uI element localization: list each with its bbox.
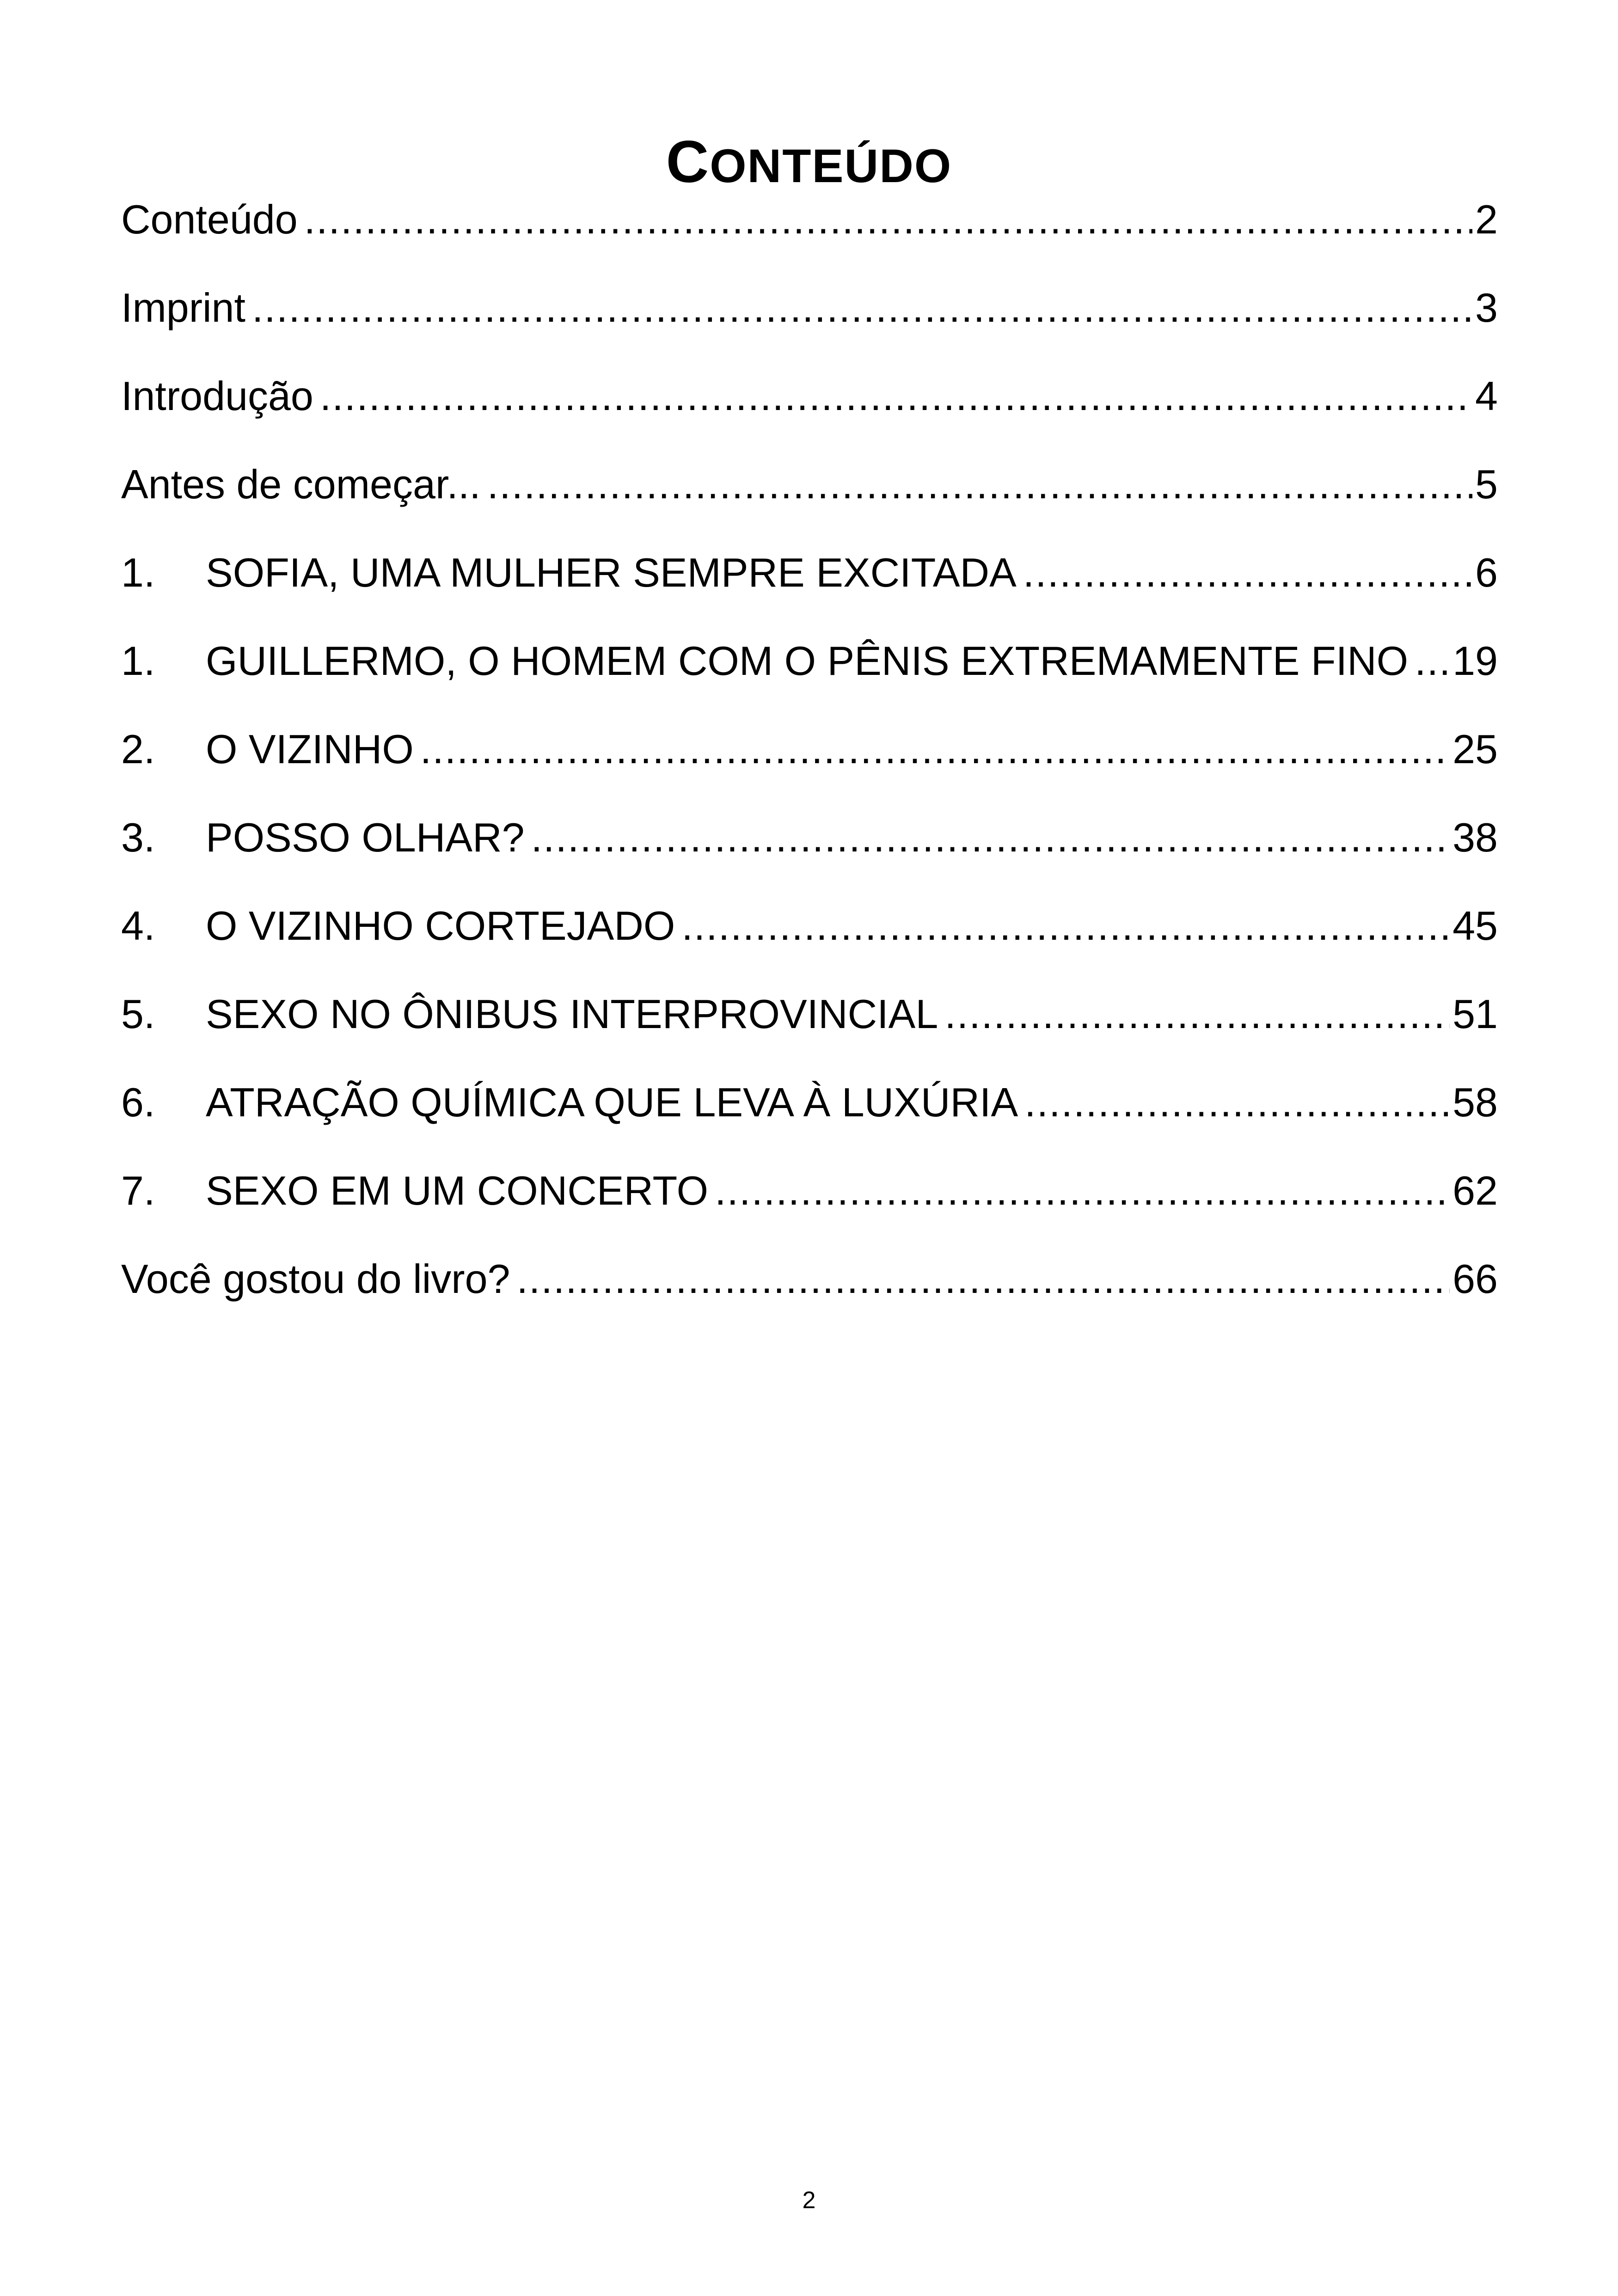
toc-entry-number: 2. <box>121 726 155 772</box>
toc-entry[interactable] <box>121 1242 1498 1330</box>
toc-entry-number: 4. <box>121 903 155 949</box>
dot-leader <box>1024 1065 1450 1139</box>
dot-leader <box>420 712 1450 786</box>
toc-entry-label: POSSO OLHAR? <box>206 814 525 860</box>
footer-page-number: 2 <box>802 2187 816 2214</box>
toc-entry-label: SEXO NO ÔNIBUS INTERPROVINCIAL <box>206 991 938 1037</box>
toc-entry-label: SOFIA, UMA MULHER SEMPRE EXCITADA <box>206 550 1017 595</box>
toc-entry[interactable] <box>121 359 1498 447</box>
dot-leader <box>304 183 1472 257</box>
toc-entry[interactable] <box>121 536 1498 624</box>
dot-leader <box>487 447 1472 521</box>
toc-entry-page: 3 <box>1475 285 1498 331</box>
dot-leader <box>715 1154 1450 1228</box>
toc-entry[interactable] <box>121 1065 1498 1154</box>
toc-entry-page: 62 <box>1453 1168 1498 1213</box>
toc-entry-page: 5 <box>1475 461 1498 507</box>
toc-entry[interactable] <box>121 1154 1498 1242</box>
dot-leader <box>944 977 1450 1051</box>
toc-entry-page: 58 <box>1453 1079 1498 1125</box>
toc-entry-page: 6 <box>1475 550 1498 595</box>
toc-entry[interactable] <box>121 624 1498 712</box>
table-of-contents <box>121 183 1498 1330</box>
toc-entry-label: Antes de começar... <box>121 461 481 507</box>
title-initial: C <box>666 129 710 195</box>
toc-entry[interactable] <box>121 801 1498 889</box>
toc-entry-label: GUILLERMO, O HOMEM COM O PÊNIS EXTREMAMENTE FINO <box>206 638 1409 684</box>
dot-leader <box>320 359 1472 433</box>
toc-entry-page: 19 <box>1453 638 1498 684</box>
toc-entry[interactable] <box>121 271 1498 359</box>
toc-entry-label: Imprint <box>121 285 245 331</box>
toc-entry[interactable] <box>121 977 1498 1065</box>
toc-entry-label: SEXO EM UM CONCERTO <box>206 1168 709 1213</box>
toc-entry-number: 6. <box>121 1079 155 1125</box>
dot-leader <box>681 889 1450 963</box>
dot-leader <box>516 1242 1450 1316</box>
dot-leader <box>531 801 1450 875</box>
toc-entry-page: 45 <box>1453 903 1498 949</box>
toc-entry-number: 7. <box>121 1168 155 1213</box>
toc-entry-number: 1. <box>121 550 155 595</box>
toc-entry-label: O VIZINHO CORTEJADO <box>206 903 675 949</box>
toc-entry-page: 51 <box>1453 991 1498 1037</box>
toc-entry-number: 5. <box>121 991 155 1037</box>
dot-leader <box>1415 624 1450 698</box>
title-rest: ONTEÚDO <box>710 139 952 192</box>
toc-entry[interactable] <box>121 447 1498 536</box>
toc-entry-label: O VIZINHO <box>206 726 414 772</box>
toc-entry-page: 25 <box>1453 726 1498 772</box>
toc-entry-label: ATRAÇÃO QUÍMICA QUE LEVA À LUXÚRIA <box>206 1079 1018 1125</box>
toc-entry-page: 38 <box>1453 814 1498 860</box>
toc-entry[interactable] <box>121 889 1498 977</box>
toc-entry-page: 4 <box>1475 373 1498 419</box>
toc-entry-number: 3. <box>121 814 155 860</box>
dot-leader <box>1023 536 1472 610</box>
dot-leader <box>252 271 1472 345</box>
toc-entry-label: Conteúdo <box>121 196 298 242</box>
toc-entry-label: Você gostou do livro? <box>121 1256 510 1302</box>
toc-entry-page: 66 <box>1453 1256 1498 1302</box>
toc-entry-label: Introdução <box>121 373 313 419</box>
toc-entry[interactable] <box>121 183 1498 271</box>
toc-entry-page: 2 <box>1475 196 1498 242</box>
toc-entry-number: 1. <box>121 638 155 684</box>
toc-entry[interactable] <box>121 712 1498 801</box>
